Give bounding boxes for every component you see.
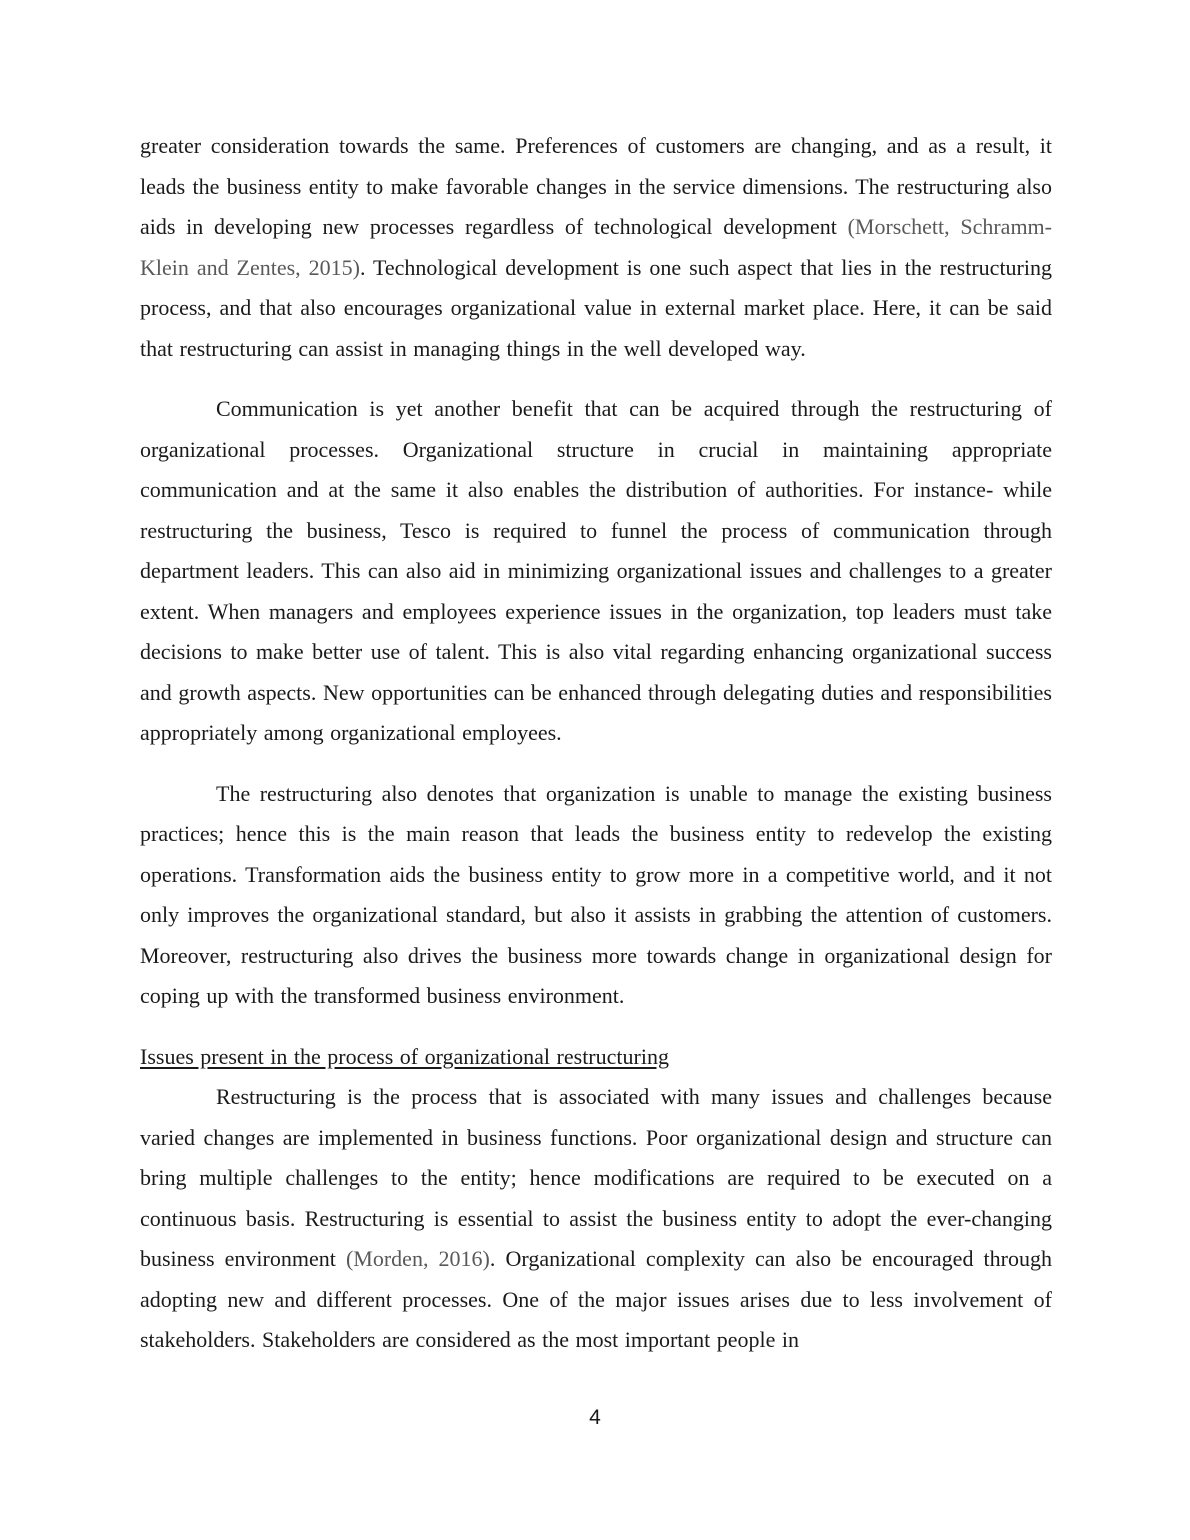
text-run: The restructuring also denotes that organization is unable to manage the existing business practices; hence this is the main reason that leads the business entity to redevelop the existing operations. Transformation aids the business entity to grow more in a competitive world, and it not only improves the organizational standard, but also it assists in grabbing the attention of customers. Moreover, restructuring also drives the business more towards change in organizational design for coping up with the transformed business environment. — [140, 780, 1052, 1008]
text-run: Restructuring is the process that is associated with many issues and challenges because varied changes are implemented in business functions. Poor organizational design and structure can bring multiple challenges to the entity; hence modifications are required to be executed on a continuous basis. Restructuring is essential to assist the business entity to adopt the ever-changing business environment — [140, 1084, 1052, 1271]
page-number: 4 — [589, 1406, 601, 1429]
inline-citation: (Morden, 2016) — [345, 1246, 490, 1271]
section-heading — [140, 1037, 1052, 1078]
body-paragraph — [140, 126, 1052, 369]
text-run: . Technological development is one such aspect that lies in the restructuring process, and that also encourages organizational value in external market place. Here, it can be said that restructuring can assist in managing things in the well developed way. — [140, 254, 1052, 361]
body-paragraph — [140, 774, 1052, 1017]
body-paragraph — [140, 389, 1052, 754]
body-paragraph — [140, 1077, 1052, 1361]
inline-citation: (Morschett, Schramm-Klein and Zentes, 2015) — [140, 214, 1052, 280]
text-run: Issues present in the process of organizational restructuring — [140, 1043, 669, 1069]
text-run: . Organizational complexity can also be encouraged through adopting new and different processes. One of the major issues arises due to less involvement of stakeholders. Stakeholders are considered as the most important people in — [140, 1246, 1052, 1352]
text-run: Communication is yet another benefit that can be acquired through the restructuring of organizational processes. Organizational structure in crucial in maintaining appropriate communication and at the same it also enables the distribution of authorities. For instance- while restructuring the business, Tesco is required to funnel the process of communication through department leaders. This can also aid in minimizing organizational issues and challenges to a greater extent. When managers and employees experience issues in the organization, top leaders must take decisions to make better use of talent. This is also vital regarding enhancing organizational success and growth aspects. New opportunities can be enhanced through delegating duties and responsibilities appropriately among organizational employees. — [140, 396, 1052, 745]
text-run: greater consideration towards the same. Preferences of customers are changing, and as a result, it leads the business entity to make favorable changes in the service dimensions. The restructuring also aids in developing new processes regardless of technological development — [140, 133, 1052, 239]
